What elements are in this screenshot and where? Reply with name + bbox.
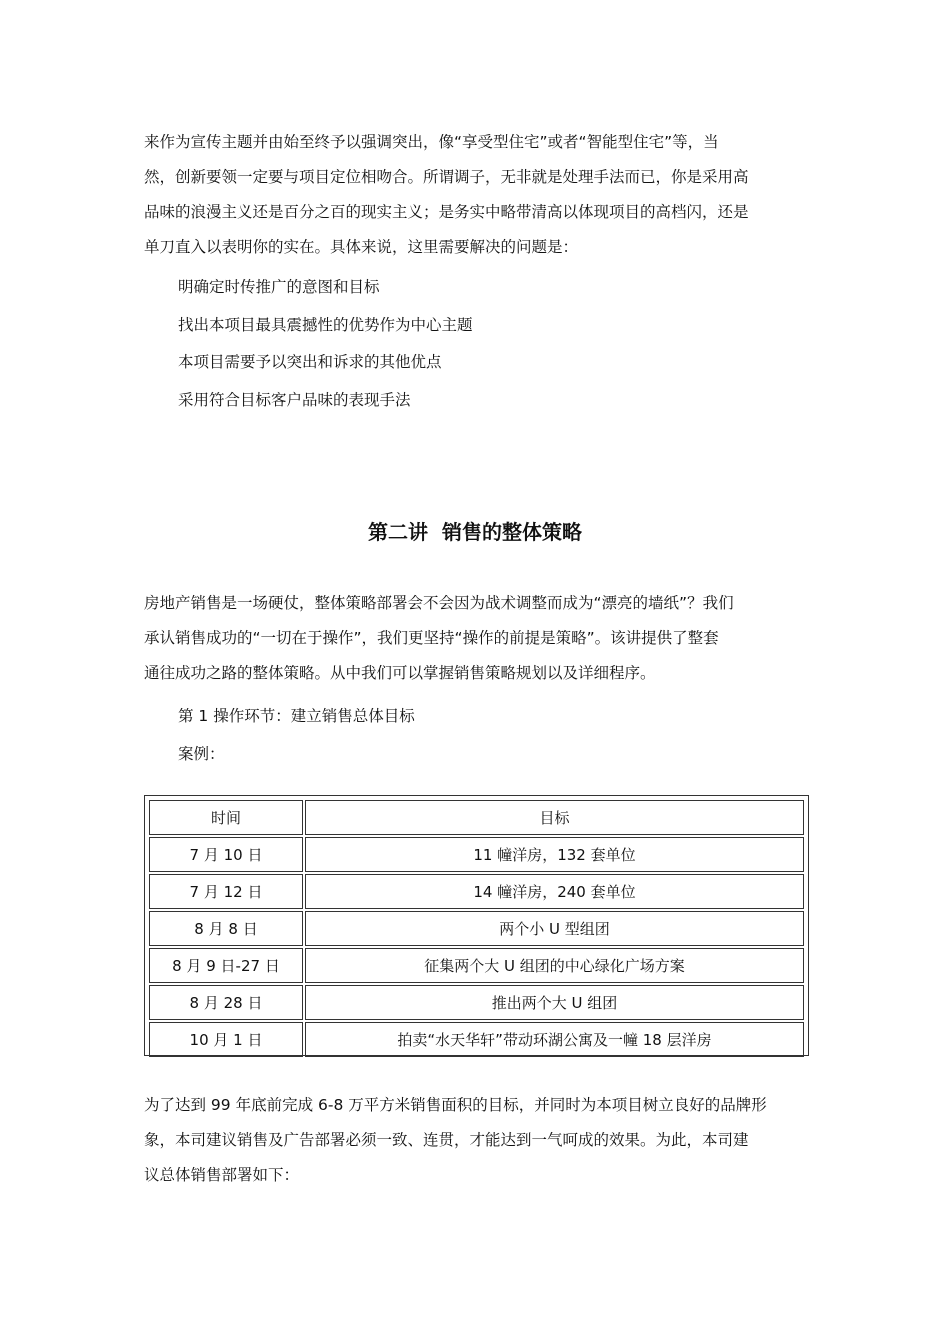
closing-line: 为了达到 99 年底前完成 6-8 万平方米销售面积的目标，并同时为本项目树立良好的品牌形 [144, 1096, 767, 1114]
date-cell: 7 月 10 日 [149, 837, 303, 872]
schedule-table [144, 795, 809, 1056]
case-label: 案例： [178, 745, 225, 763]
intro-paragraph [144, 125, 808, 265]
point-item: 采用符合目标客户品味的表现手法 [178, 391, 411, 409]
intro-line: 然，创新要领一定要与项目定位相吻合。所谓调子，无非就是处理手法而已，你是采用高 [144, 168, 749, 186]
point-item: 本项目需要予以突出和诉求的其他优点 [178, 353, 442, 371]
intro-line: 单刀直入以表明你的实在。具体来说，这里需要解决的问题是： [144, 238, 579, 256]
point-item: 明确定时传推广的意图和目标 [178, 278, 380, 296]
section-line: 房地产销售是一场硬仗，整体策略部署会不会因为战术调整而成为“漂亮的墙纸”？我们 [144, 594, 734, 612]
table-row [149, 911, 804, 946]
table-row [149, 948, 804, 983]
table-row [149, 837, 804, 872]
goal-cell: 推出两个大 U 组团 [305, 985, 804, 1020]
column-header-time: 时间 [149, 800, 303, 835]
intro-line: 品味的浪漫主义还是百分之百的现实主义；是务实中略带清高以体现项目的高档闪，还是 [144, 203, 749, 221]
section-heading: 第二讲 销售的整体策略 [368, 520, 582, 544]
intro-line: 来作为宣传主题并由始至终予以强调突出，像“享受型住宅”或者“智能型住宅”等，当 [144, 133, 719, 151]
date-cell: 8 月 9 日-27 日 [149, 948, 303, 983]
table-row [149, 874, 804, 909]
goal-cell: 两个小 U 型组团 [305, 911, 804, 946]
date-cell: 10 月 1 日 [149, 1022, 303, 1057]
date-cell: 8 月 8 日 [149, 911, 303, 946]
table-row [149, 1022, 804, 1057]
goal-cell: 拍卖“水天华轩”带动环湖公寓及一幢 18 层洋房 [305, 1022, 804, 1057]
section-line: 通往成功之路的整体策略。从中我们可以掌握销售策略规划以及详细程序。 [144, 664, 656, 682]
closing-paragraph [144, 1088, 808, 1193]
section-line: 承认销售成功的“一切在于操作”，我们更坚持“操作的前提是策略”。该讲提供了整套 [144, 629, 719, 647]
point-item: 找出本项目最具震撼性的优势作为中心主题 [178, 316, 473, 334]
table-header-row [149, 800, 804, 835]
date-cell: 7 月 12 日 [149, 874, 303, 909]
closing-line: 议总体销售部署如下： [144, 1166, 300, 1184]
date-cell: 8 月 28 日 [149, 985, 303, 1020]
goal-cell: 14 幢洋房，240 套单位 [305, 874, 804, 909]
closing-line: 象，本司建议销售及广告部署必须一致、连贯，才能达到一气呵成的效果。为此，本司建 [144, 1131, 749, 1149]
section-paragraph [144, 586, 808, 691]
step-label: 第 1 操作环节：建立销售总体目标 [178, 707, 415, 725]
column-header-goal: 目标 [305, 800, 804, 835]
schedule-grid [147, 798, 806, 1059]
goal-cell: 征集两个大 U 组团的中心绿化广场方案 [305, 948, 804, 983]
table-row [149, 985, 804, 1020]
goal-cell: 11 幢洋房，132 套单位 [305, 837, 804, 872]
